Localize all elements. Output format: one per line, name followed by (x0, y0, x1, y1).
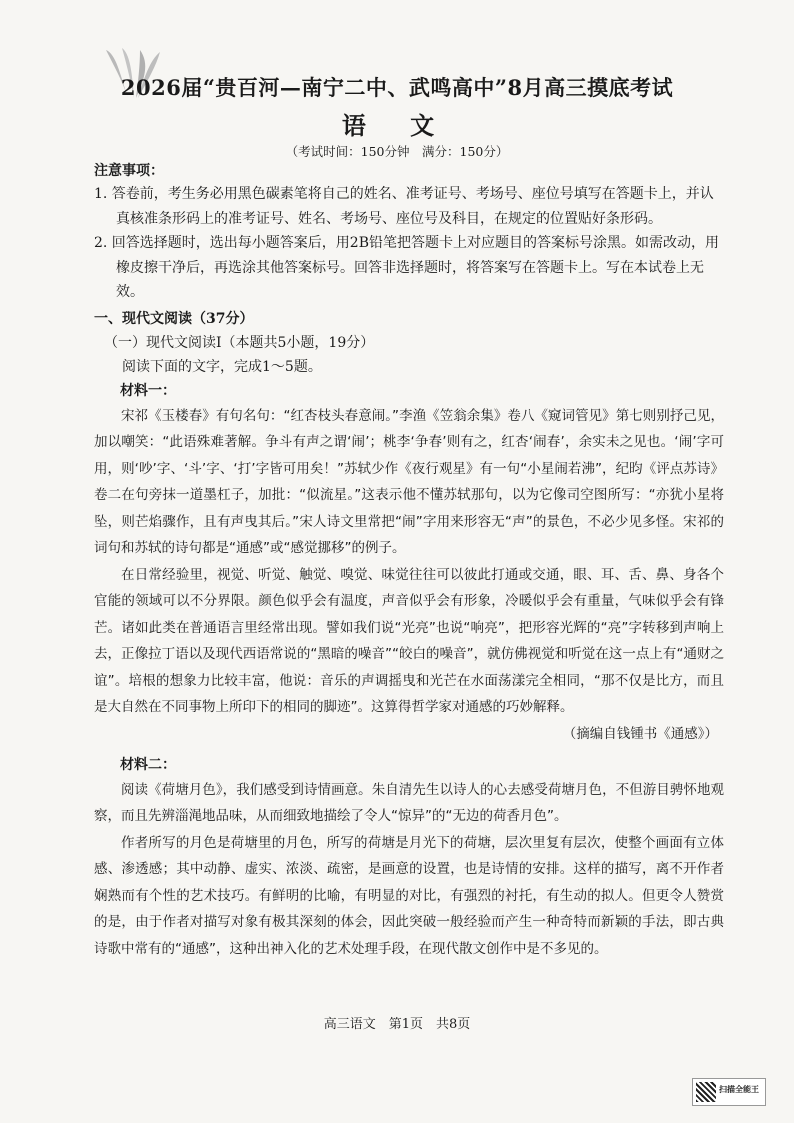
notice-heading: 注意事项： (94, 163, 164, 179)
material2-paragraph: 作者所写的月色是荷塘里的月色，所写的荷塘是月光下的荷塘，层次里复有层次，使整个画面有立体感、渗透感；其中动静、虚实、浓淡、疏密，是画意的设置，也是诗情的安排。这样的描写，离不开作者娴熟而有个性的艺术技巧。有鲜明的比喻，有明显的对比，有强烈的衬托，有生动的拟人。但更令人赞赏的是，由于作者对描写对象有极其深刻的体会，因此突破一般经验而产生一种奇特而新颖的手法，即古典诗歌中常有的“通感”，这种出神入化的艺术处理手段，在现代散文创作中是不多见的。 (94, 834, 724, 957)
exam-info: （考试时间：150分钟 满分：150分） (285, 144, 509, 159)
page-footer: 高三语文 第1页 共8页 (323, 1017, 471, 1032)
material1-label: 材料一： (120, 382, 176, 399)
material2-label: 材料二： (120, 756, 176, 773)
material1-paragraph: 宋祁《玉楼春》有句名句：“红杏枝头春意闹。”李渔《笠翁余集》卷八《窥词管见》第七则别抒己见，加以嘲笑：“此语殊难著解。争斗有声之谓‘闹’；桃李‘争春’则有之，红杏‘闹春’，余实未之见也。‘闹’字可用，则‘吵’字、‘斗’字、‘打’字皆可用矣！”苏轼少作《夜行观星》有一句“小星闹若沸”，纪昀《评点苏诗》卷二在句旁抹一道墨杠子，加批：“似流星。”这表示他不懂苏轼那句，以为它像司空图所写：“亦犹小星将坠，则芒焰骤作，且有声曳其后。”宋人诗文里常把“闹”字用来形容无“声”的景色，不必少见多怪。宋祁的词句和苏轼的诗句都是“通感”或“感觉挪移”的例子。 (94, 407, 724, 556)
page-content (94, 160, 724, 962)
scanner-badge (692, 1078, 766, 1106)
qr-code-icon (696, 1082, 716, 1102)
scanner-badge-text: 扫描全能王 (719, 1085, 759, 1094)
notice-item-2: 2. 回答选择题时，选出每小题答案后，用2B铅笔把答题卡上对应题目的答案标号涂黑。如需改动，用橡皮擦干净后，再选涂其他答案标号。回答非选择题时，将答案写在答题卡上。写在本试卷上无效。 (94, 235, 720, 300)
subsection-heading: （一）现代文阅读Ⅰ（本题共5小题，19分） (104, 334, 375, 351)
notice-item-1: 1. 答卷前，考生务必用黑色碳素笔将自己的姓名、准考证号、考场号、座位号填写在答题卡上，并认真核准条形码上的准考证号、姓名、考场号、座位号及科目，在规定的位置贴好条形码。 (94, 186, 714, 227)
material2-paragraph: 阅读《荷塘月色》，我们感受到诗情画意。朱自清先生以诗人的心去感受荷塘月色，不但游目骋怀地观察，而且先辨淄渑地品味，从而细致地描绘了令人“惊异”的“无边的荷香月色”。 (94, 781, 724, 824)
subject-title: 语 文 (341, 111, 453, 140)
exam-title: 2026届“贵百河—南宁二中、武鸣高中”8月高三摸底考试 (120, 75, 674, 100)
material1-paragraph: 在日常经验里，视觉、听觉、触觉、嗅觉、味觉往往可以彼此打通或交通，眼、耳、舌、鼻、身各个官能的领域可以不分界限。颜色似乎会有温度，声音似乎会有形象，冷暖似乎会有重量，气味似乎会有锋芒。诸如此类在普通语言里经常出现。譬如我们说“光亮”也说“响亮”，把形容光辉的“亮”字转移到声响上去，正像拉丁语以及现代西语常说的“黑暗的噪音”“皎白的噪音”，就仿佛视觉和听觉在这一点上有“通财之谊”。培根的想象力比较丰富，他说：音乐的声调摇曳和光芒在水面荡漾完全相同，“那不仅是比方，而且是大自然在不同事物上所印下的相同的脚迹”。这算得哲学家对通感的巧妙解释。 (94, 566, 724, 715)
section-heading: 一、现代文阅读（37分） (94, 310, 254, 327)
reading-instruction: 阅读下面的文字，完成1～5题。 (122, 358, 322, 375)
material1-source: （摘编自钱锺书《通感》） (562, 725, 718, 742)
